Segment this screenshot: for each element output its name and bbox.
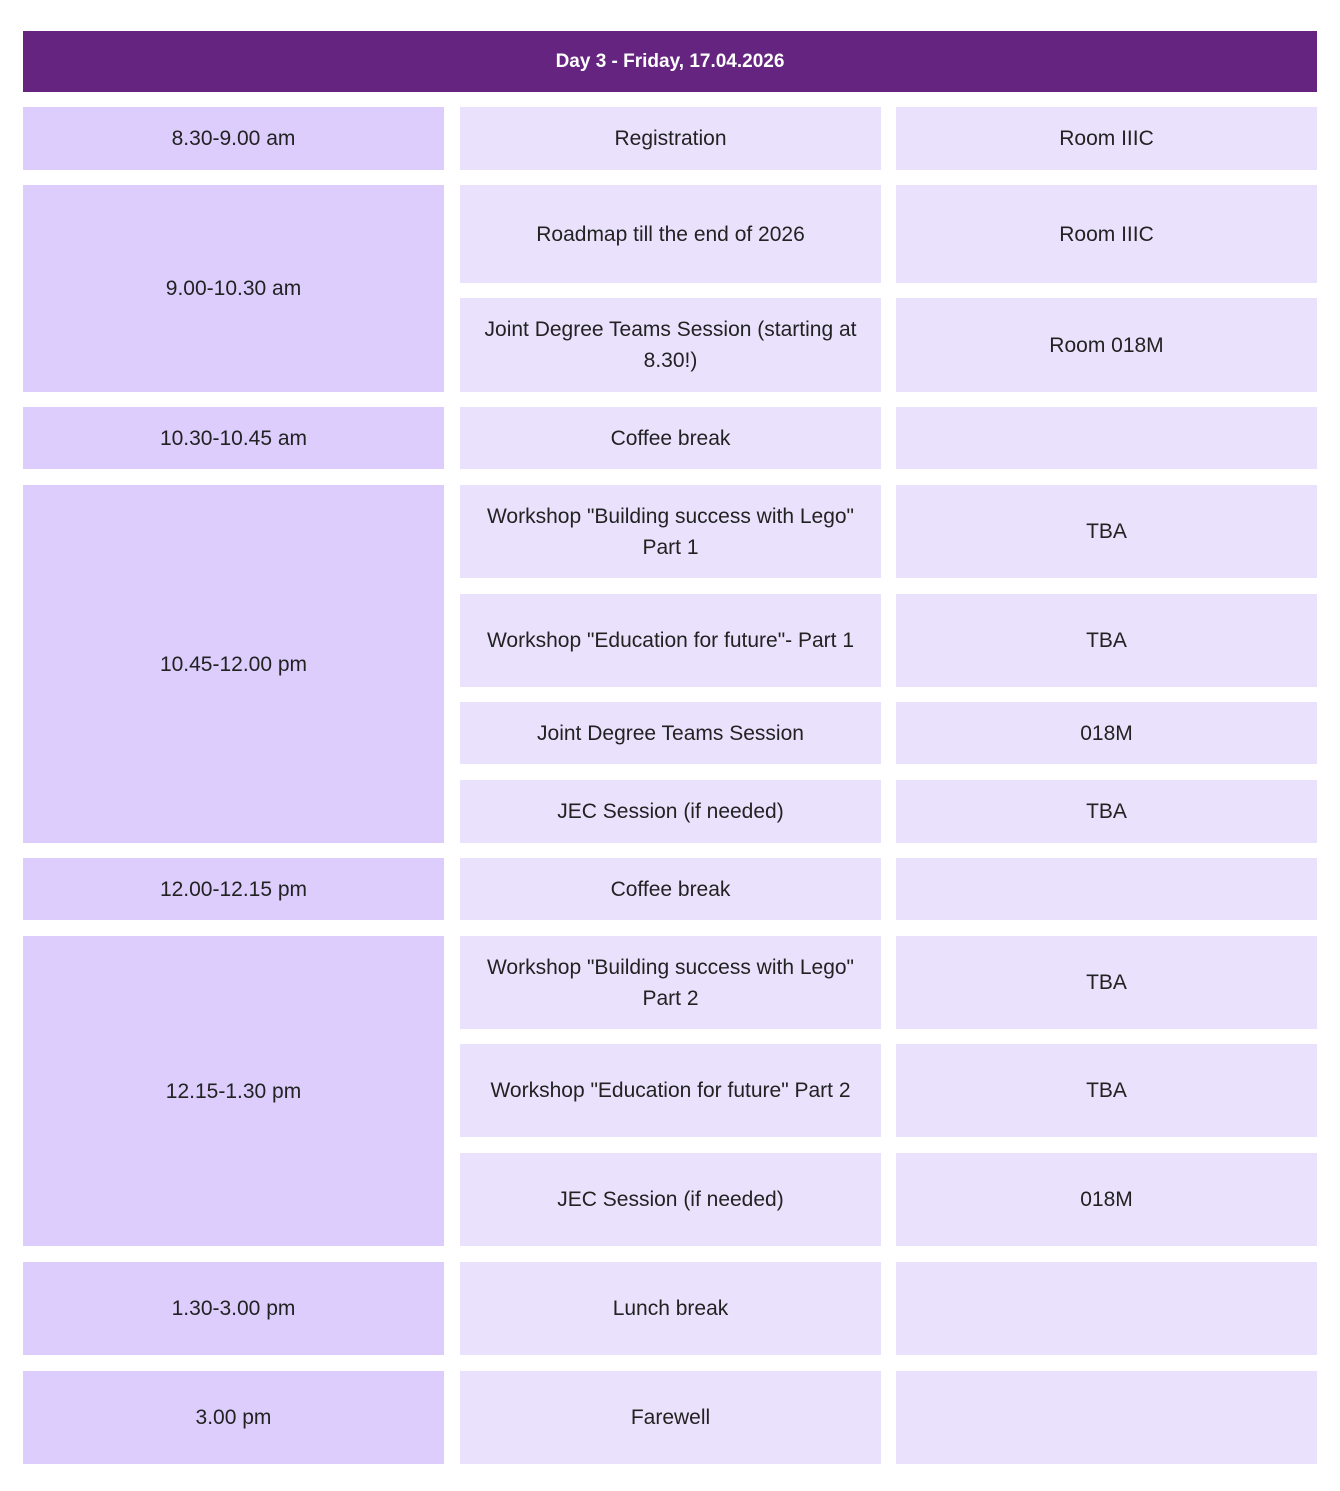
- activity-jec-session-2: JEC Session (if needed): [460, 1153, 881, 1246]
- room-lunch-break: [896, 1262, 1317, 1355]
- activity-jec-session-1: JEC Session (if needed): [460, 780, 881, 843]
- time-slot-morning: 9.00-10.30 am: [23, 185, 444, 392]
- room-roadmap: Room IIIC: [896, 185, 1317, 283]
- activity-joint-degree: Joint Degree Teams Session: [460, 702, 881, 764]
- time-slot-workshops-2: 12.15-1.30 pm: [23, 936, 444, 1246]
- room-coffee-break-2: [896, 858, 1317, 920]
- time-slot-workshops-1: 10.45-12.00 pm: [23, 485, 444, 843]
- room-education-workshop-1: TBA: [896, 594, 1317, 687]
- time-slot-lunch: 1.30-3.00 pm: [23, 1262, 444, 1355]
- activity-education-workshop-1: Workshop "Education for future"- Part 1: [460, 594, 881, 687]
- room-jec-session-2: 018M: [896, 1153, 1317, 1246]
- activity-lunch-break: Lunch break: [460, 1262, 881, 1355]
- activity-coffee-break-2: Coffee break: [460, 858, 881, 920]
- activity-joint-degree-early: Joint Degree Teams Session (starting at 8.30!): [460, 298, 881, 392]
- room-coffee-break-1: [896, 407, 1317, 469]
- activity-registration: Registration: [460, 107, 881, 170]
- activity-lego-workshop-1: Workshop "Building success with Lego" Part 1: [460, 485, 881, 578]
- room-jec-session-1: TBA: [896, 780, 1317, 843]
- day-header: Day 3 - Friday, 17.04.2026: [23, 31, 1317, 92]
- time-slot-coffee-1: 10.30-10.45 am: [23, 407, 444, 469]
- activity-farewell: Farewell: [460, 1371, 881, 1464]
- activity-education-workshop-2: Workshop "Education for future" Part 2: [460, 1044, 881, 1137]
- room-registration: Room IIIC: [896, 107, 1317, 170]
- time-slot-farewell: 3.00 pm: [23, 1371, 444, 1464]
- time-slot-registration: 8.30-9.00 am: [23, 107, 444, 170]
- activity-roadmap: Roadmap till the end of 2026: [460, 185, 881, 283]
- activity-lego-workshop-2: Workshop "Building success with Lego" Part 2: [460, 936, 881, 1029]
- room-joint-degree: 018M: [896, 702, 1317, 764]
- room-farewell: [896, 1371, 1317, 1464]
- room-lego-workshop-2: TBA: [896, 936, 1317, 1029]
- room-lego-workshop-1: TBA: [896, 485, 1317, 578]
- room-education-workshop-2: TBA: [896, 1044, 1317, 1137]
- activity-coffee-break-1: Coffee break: [460, 407, 881, 469]
- time-slot-coffee-2: 12.00-12.15 pm: [23, 858, 444, 920]
- room-joint-degree-early: Room 018M: [896, 298, 1317, 392]
